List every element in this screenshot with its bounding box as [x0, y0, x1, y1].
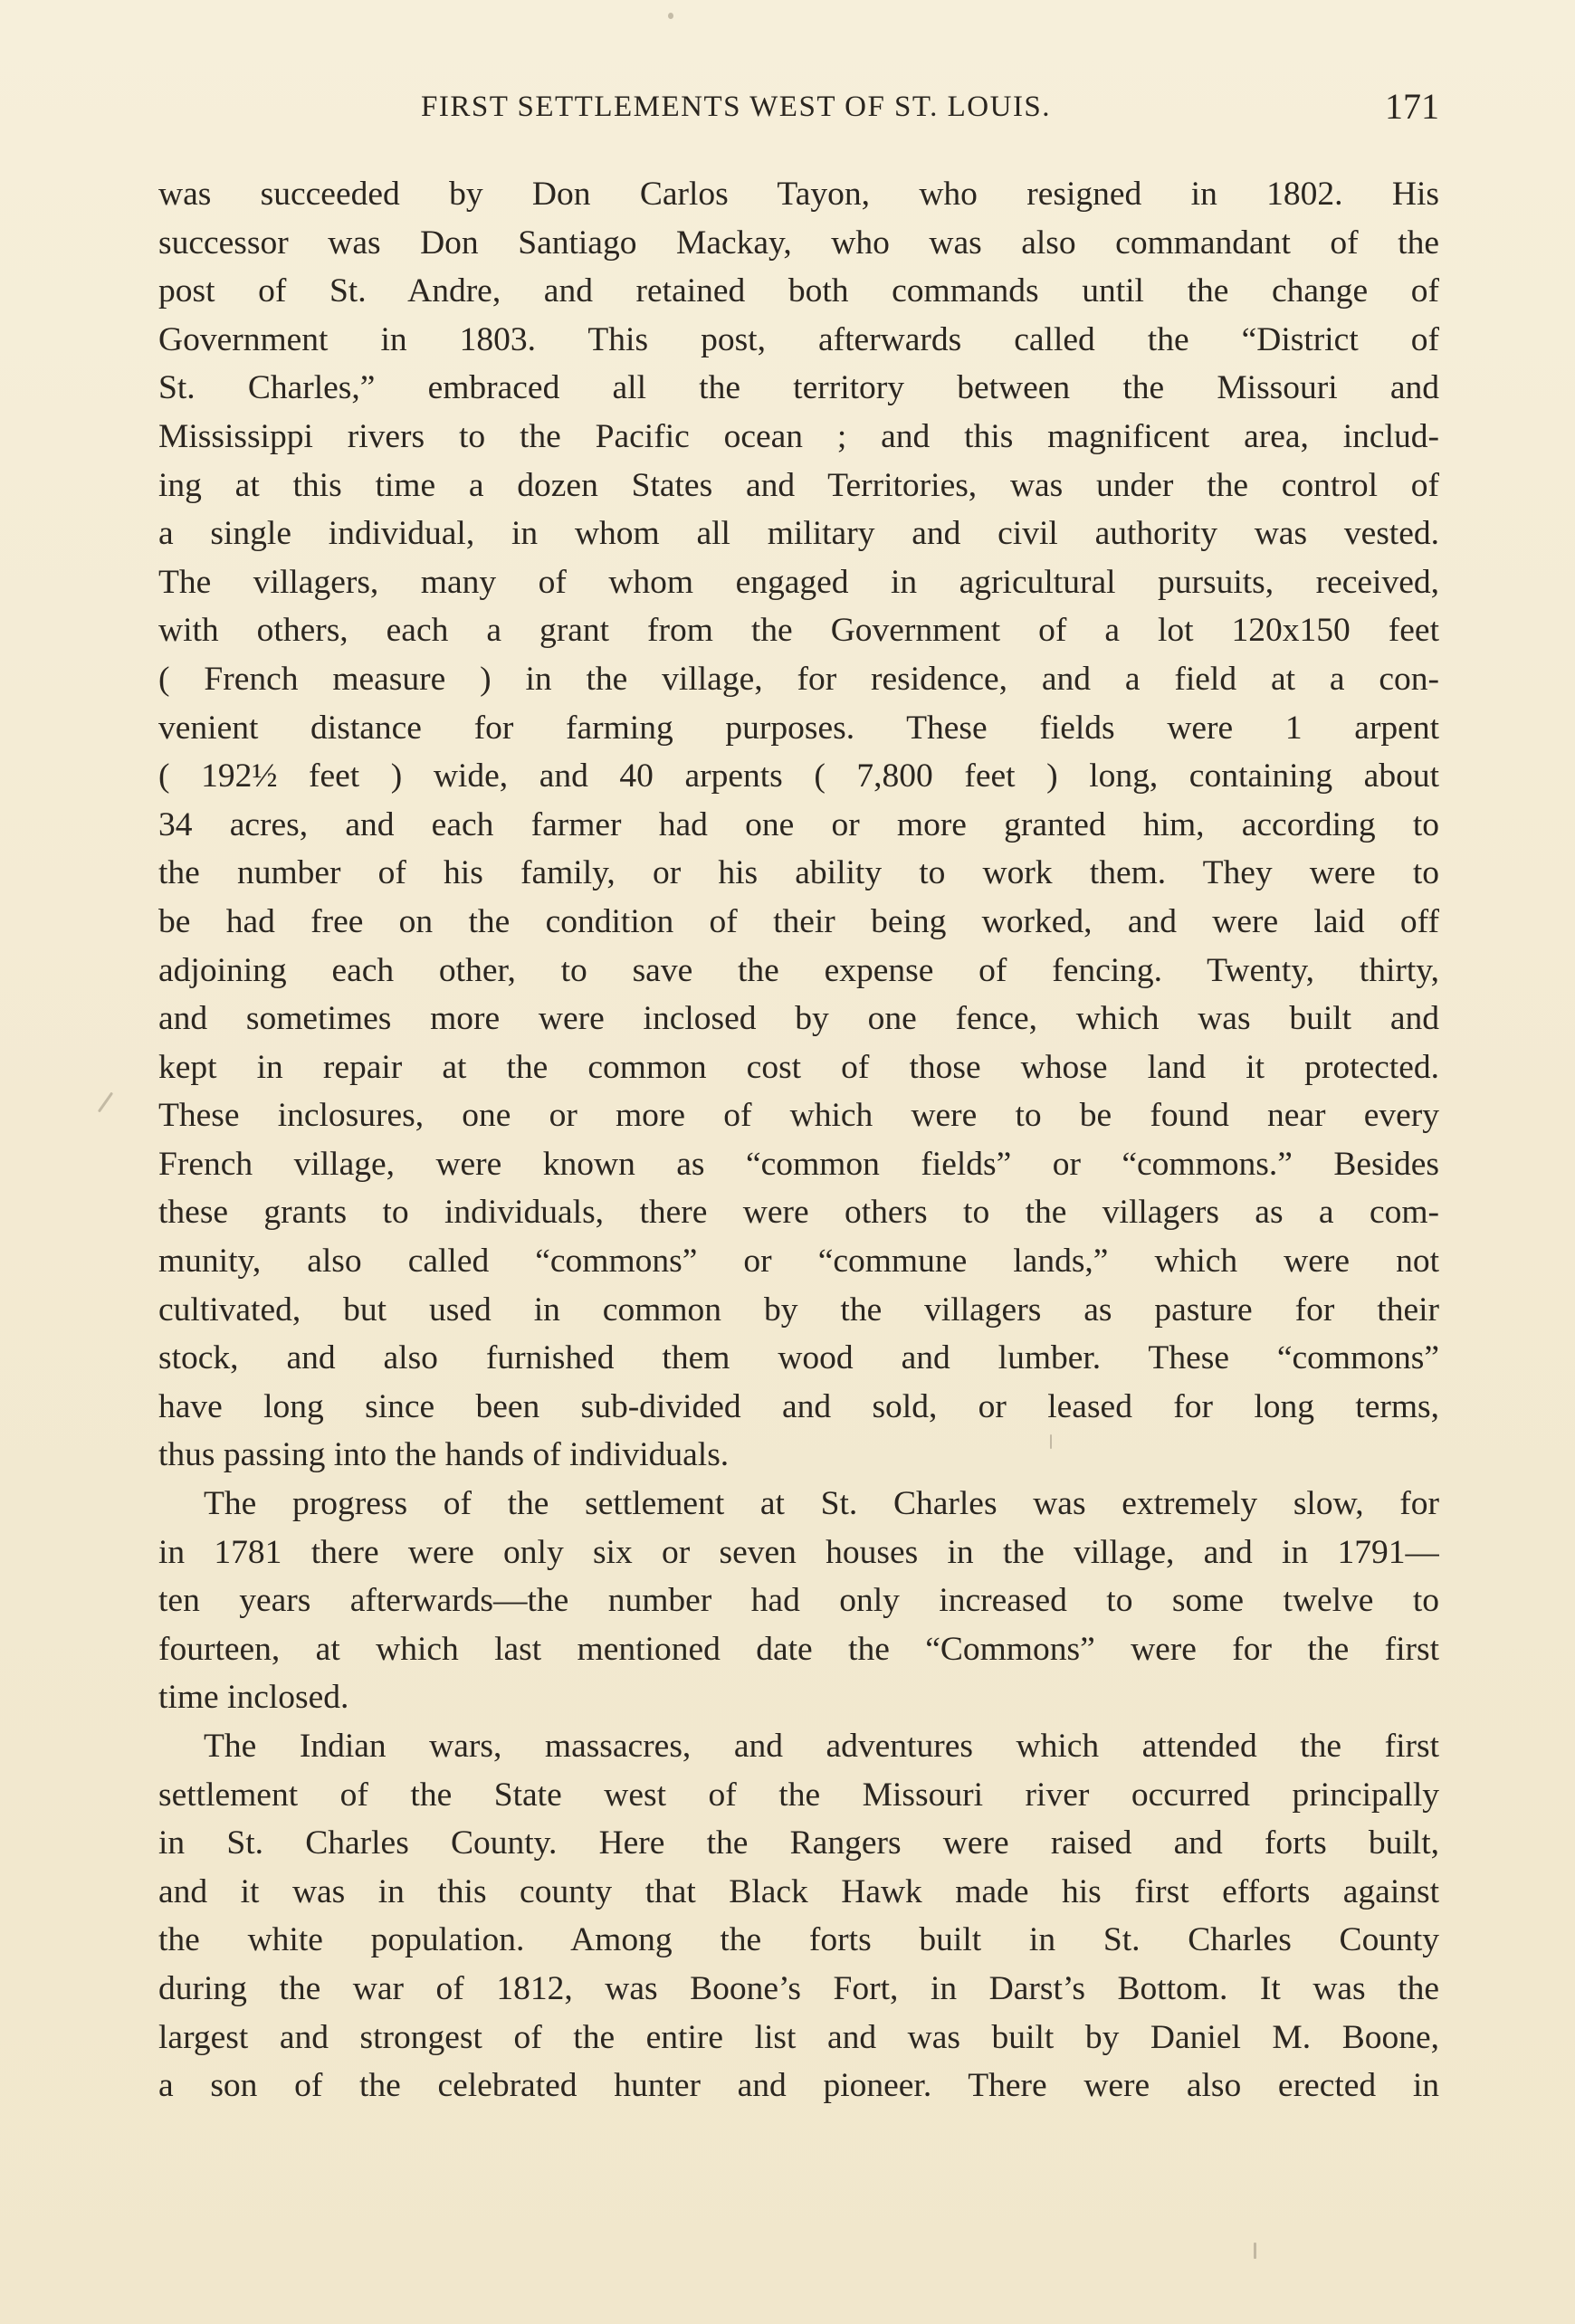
text-line: 34 acres, and each farmer had one or more granted him, according to: [158, 805, 1439, 843]
text-line: largest and strongest of the entire list and was built by Daniel M. Boone,: [158, 2018, 1439, 2056]
text-line: the white population. Among the forts built in St. Charles County: [158, 1921, 1439, 1959]
text-line: The villagers, many of whom engaged in agricultural pursuits, received,: [158, 563, 1439, 601]
text-line: the number of his family, or his ability to work them. They were to: [158, 854, 1439, 892]
text-line: and it was in this county that Black Hawk made his first efforts against: [158, 1872, 1439, 1910]
running-title: FIRST SETTLEMENTS WEST OF ST. LOUIS.: [421, 90, 1052, 123]
text-line: in 1781 there were only six or seven houses in the village, and in 1791—: [158, 1533, 1439, 1571]
text-line: Mississippi rivers to the Pacific ocean ; and this magnificent area, includ-: [158, 417, 1439, 455]
text-line: in St. Charles County. Here the Rangers were raised and forts built,: [158, 1824, 1439, 1862]
text-line: adjoining each other, to save the expense of fencing. Twenty, thirty,: [158, 951, 1439, 989]
text-line: venient distance for farming purposes. These fields were 1 arpent: [158, 709, 1439, 747]
running-head: [158, 86, 1439, 136]
paragraph-end-line: thus passing into the hands of individuals.: [158, 1436, 730, 1474]
text-line: these grants to individuals, there were others to the villagers as a com-: [158, 1194, 1439, 1232]
text-line: post of St. Andre, and retained both commands until the change of: [158, 272, 1439, 310]
text-line: with others, each a grant from the Government of a lot 120x150 feet: [158, 612, 1439, 650]
text-line: munity, also called “commons” or “commune lands,” which were not: [158, 1243, 1439, 1281]
text-line: fourteen, at which last mentioned date the “Commons” were for the first: [158, 1630, 1439, 1668]
text-line: and sometimes more were inclosed by one fence, which was built and: [158, 1000, 1439, 1038]
text-line: during the war of 1812, was Boone’s Fort, in Darst’s Bottom. It was the: [158, 1969, 1439, 2007]
paragraph-end-line: time inclosed.: [158, 1679, 349, 1717]
text-line: French village, were known as “common fields” or “commons.” Besides: [158, 1145, 1439, 1183]
paper-speck: [668, 13, 673, 19]
text-line: ( French measure ) in the village, for residence, and a field at a con-: [158, 660, 1439, 698]
paragraph-start-line: The Indian wars, massacres, and adventures which attended the first: [204, 1728, 1439, 1765]
text-line: a son of the celebrated hunter and pioneer. There were also erected in: [158, 2067, 1439, 2105]
text-line: St. Charles,” embraced all the territory between the Missouri and: [158, 369, 1439, 407]
paper-speck: [98, 1091, 113, 1112]
page-number: 171: [1385, 86, 1439, 127]
text-line: was succeeded by Don Carlos Tayon, who resigned in 1802. His: [158, 176, 1439, 213]
text-line: settlement of the State west of the Missouri river occurred principally: [158, 1776, 1439, 1814]
text-line: have long since been sub-divided and sold, or leased for long terms,: [158, 1387, 1439, 1425]
paper-speck: [1254, 2243, 1256, 2259]
text-line: ten years afterwards—the number had only increased to some twelve to: [158, 1582, 1439, 1620]
text-line: ( 192½ feet ) wide, and 40 arpents ( 7,800 feet ) long, containing about: [158, 757, 1439, 795]
text-line: stock, and also furnished them wood and lumber. These “commons”: [158, 1339, 1439, 1377]
text-line: be had free on the condition of their being worked, and were laid off: [158, 902, 1439, 940]
paper-speck: [1050, 1434, 1052, 1449]
text-line: Government in 1803. This post, afterwards called the “District of: [158, 320, 1439, 358]
text-line: a single individual, in whom all military and civil authority was vested.: [158, 515, 1439, 553]
text-line: kept in repair at the common cost of those whose land it protected.: [158, 1048, 1439, 1086]
body-text: [158, 170, 1439, 2110]
text-line: successor was Don Santiago Mackay, who was also commandant of the: [158, 224, 1439, 262]
text-line: These inclosures, one or more of which were to be found near every: [158, 1097, 1439, 1135]
text-line: cultivated, but used in common by the villagers as pasture for their: [158, 1291, 1439, 1329]
paragraph-start-line: The progress of the settlement at St. Charles was extremely slow, for: [204, 1485, 1439, 1523]
text-line: ing at this time a dozen States and Territories, was under the control of: [158, 466, 1439, 504]
